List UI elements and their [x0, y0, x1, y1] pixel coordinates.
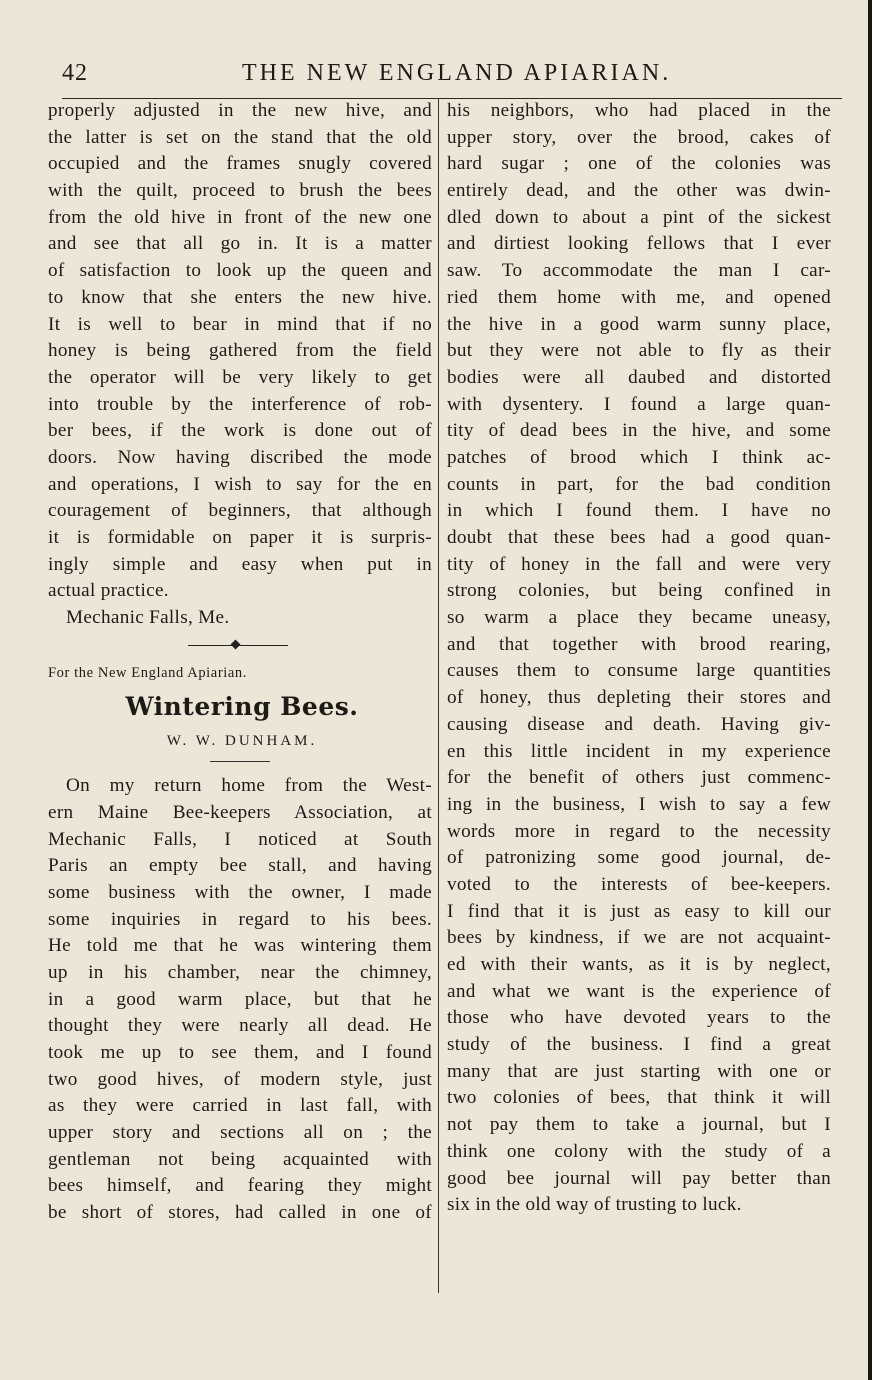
- left-column-continued-text: [48, 98, 436, 605]
- text-line: the hive in a good warm sunny place,: [447, 313, 831, 335]
- text-line: the latter is set on the stand that the old: [48, 126, 432, 148]
- text-line: good bee journal will pay better than: [447, 1167, 831, 1189]
- text-line: some inquiries in regard to his bees.: [48, 908, 432, 930]
- text-line: bees by kindness, if we are not acquaint-: [447, 927, 831, 949]
- text-line: in a good warm place, but that he: [48, 988, 432, 1010]
- article-body-start: [48, 773, 436, 1227]
- source-credit: For the New England Apiarian.: [48, 665, 248, 682]
- text-line: ried them home with me, and opened: [447, 286, 831, 308]
- text-line: into trouble by the interference of rob-: [48, 393, 432, 415]
- text-line: with dysentery. I found a large quan-: [447, 393, 831, 415]
- text-line: couragement of beginners, that although: [48, 500, 432, 522]
- text-line: voted to the interests of bee-keepers.: [447, 873, 831, 895]
- text-line: for the benefit of others just commenc-: [447, 767, 831, 789]
- page-edge: [868, 0, 872, 1380]
- text-line: Mechanic Falls, I noticed at South: [48, 828, 432, 850]
- text-line: many that are just starting with one or: [447, 1060, 831, 1082]
- text-line: of patronizing some good journal, de-: [447, 847, 831, 869]
- text-line: actual practice.: [48, 580, 169, 602]
- text-line: think one colony with the study of a: [447, 1140, 831, 1162]
- text-line: of honey, thus depleting their stores and: [447, 687, 831, 709]
- text-line: bees himself, and fearing they might: [48, 1175, 432, 1197]
- text-line: It is well to bear in mind that if no: [48, 313, 432, 335]
- text-line: causing disease and death. Having giv-: [447, 713, 831, 735]
- text-line: doors. Now having discribed the mode: [48, 446, 432, 468]
- text-line: hard sugar ; one of the colonies was: [447, 153, 831, 175]
- text-line: study of the business. I find a great: [447, 1034, 831, 1056]
- section-separator: [48, 632, 436, 659]
- text-line: took me up to see them, and I found: [48, 1042, 432, 1063]
- text-line: patches of brood which I think ac-: [447, 446, 831, 468]
- author-rule: [48, 755, 436, 773]
- text-line: ing in the business, I wish to say a few: [447, 793, 831, 815]
- text-line: en this little incident in my experience: [447, 740, 831, 762]
- text-line: doubt that these bees had a good quan-: [447, 527, 831, 548]
- text-line: as they were carried in last fall, with: [48, 1095, 432, 1117]
- text-line: it is formidable on paper it is surpris-: [48, 527, 432, 548]
- text-line: not pay them to take a journal, but I: [447, 1114, 831, 1136]
- text-line: so warm a place they became uneasy,: [447, 607, 831, 629]
- text-line: two colonies of bees, that think it will: [447, 1087, 831, 1109]
- left-column: [48, 98, 436, 1227]
- text-line: On my return home from the West-: [66, 775, 432, 797]
- text-line: words more in regard to the necessity: [447, 820, 831, 842]
- text-line: ed with their wants, as it is by neglect,: [447, 954, 831, 975]
- article-body-continued: [447, 98, 835, 1219]
- text-line: entirely dead, and the other was dwin-: [447, 180, 831, 202]
- page-number: 42: [62, 60, 88, 86]
- article-author: W. W. DUNHAM.: [166, 733, 318, 750]
- right-column: [447, 98, 835, 1219]
- text-line: and operations, I wish to say for the en: [48, 473, 432, 495]
- text-line: and see that all go in. It is a matter: [48, 233, 432, 255]
- page-header: [62, 58, 842, 99]
- text-line: properly adjusted in the new hive, and: [48, 100, 432, 121]
- text-line: some business with the owner, I made: [48, 881, 432, 903]
- text-line: of satisfaction to look up the queen and: [48, 260, 432, 282]
- text-line: up in his chamber, near the chimney,: [48, 961, 432, 983]
- text-line: those who have devoted years to the: [447, 1007, 831, 1029]
- text-line: strong colonies, but being confined in: [447, 580, 831, 602]
- text-line: He told me that he was wintering them: [48, 935, 432, 957]
- place-signature: Mechanic Falls, Me.: [66, 607, 230, 629]
- text-line: dled down to about a pint of the sickest: [447, 206, 831, 228]
- text-line: I find that it is just as easy to kill our: [447, 900, 831, 922]
- text-line: bodies were all daubed and distorted: [447, 366, 831, 388]
- text-line: from the old hive in front of the new one: [48, 206, 432, 228]
- text-line: ern Maine Bee-keepers Association, at: [48, 801, 432, 823]
- column-divider: [438, 98, 439, 1293]
- running-title: THE NEW ENGLAND APIARIAN.: [242, 60, 672, 86]
- text-line: causes them to consume large quantities: [447, 660, 831, 682]
- text-line: upper story and sections all on ; the: [48, 1122, 432, 1144]
- text-line: Paris an empty bee stall, and having: [48, 855, 432, 877]
- text-line: counts in part, for the bad condition: [447, 473, 831, 495]
- text-line: and that together with brood rearing,: [447, 633, 831, 655]
- text-line: upper story, over the brood, cakes of: [447, 126, 831, 148]
- text-line: honey is being gathered from the field: [48, 340, 432, 362]
- text-line: gentleman not being acquainted with: [48, 1148, 432, 1170]
- text-line: tity of dead bees in the hive, and some: [447, 420, 831, 442]
- text-line: the operator will be very likely to get: [48, 366, 432, 388]
- text-line: and what we want is the experience of: [447, 980, 831, 1002]
- text-line: two good hives, of modern style, just: [48, 1068, 432, 1090]
- text-line: his neighbors, who had placed in the: [447, 100, 831, 121]
- text-line: in which I found them. I have no: [447, 500, 831, 522]
- text-line: but they were not able to fly as their: [447, 340, 831, 362]
- text-line: tity of honey in the fall and were very: [447, 553, 831, 575]
- text-line: and dirtiest looking fellows that I ever: [447, 233, 831, 255]
- text-line: saw. To accommodate the man I car-: [447, 260, 831, 282]
- text-line: six in the old way of trusting to luck.: [447, 1194, 742, 1216]
- text-line: ingly simple and easy when put in: [48, 553, 432, 575]
- text-line: thought they were nearly all dead. He: [48, 1015, 432, 1037]
- text-line: occupied and the frames snugly covered: [48, 153, 432, 175]
- text-line: with the quilt, proceed to brush the bees: [48, 180, 432, 202]
- text-line: be short of stores, had called in one of: [48, 1202, 432, 1224]
- article-title: Wintering Bees.: [125, 692, 359, 722]
- text-line: to know that she enters the new hive.: [48, 286, 432, 308]
- text-line: ber bees, if the work is done out of: [48, 420, 432, 442]
